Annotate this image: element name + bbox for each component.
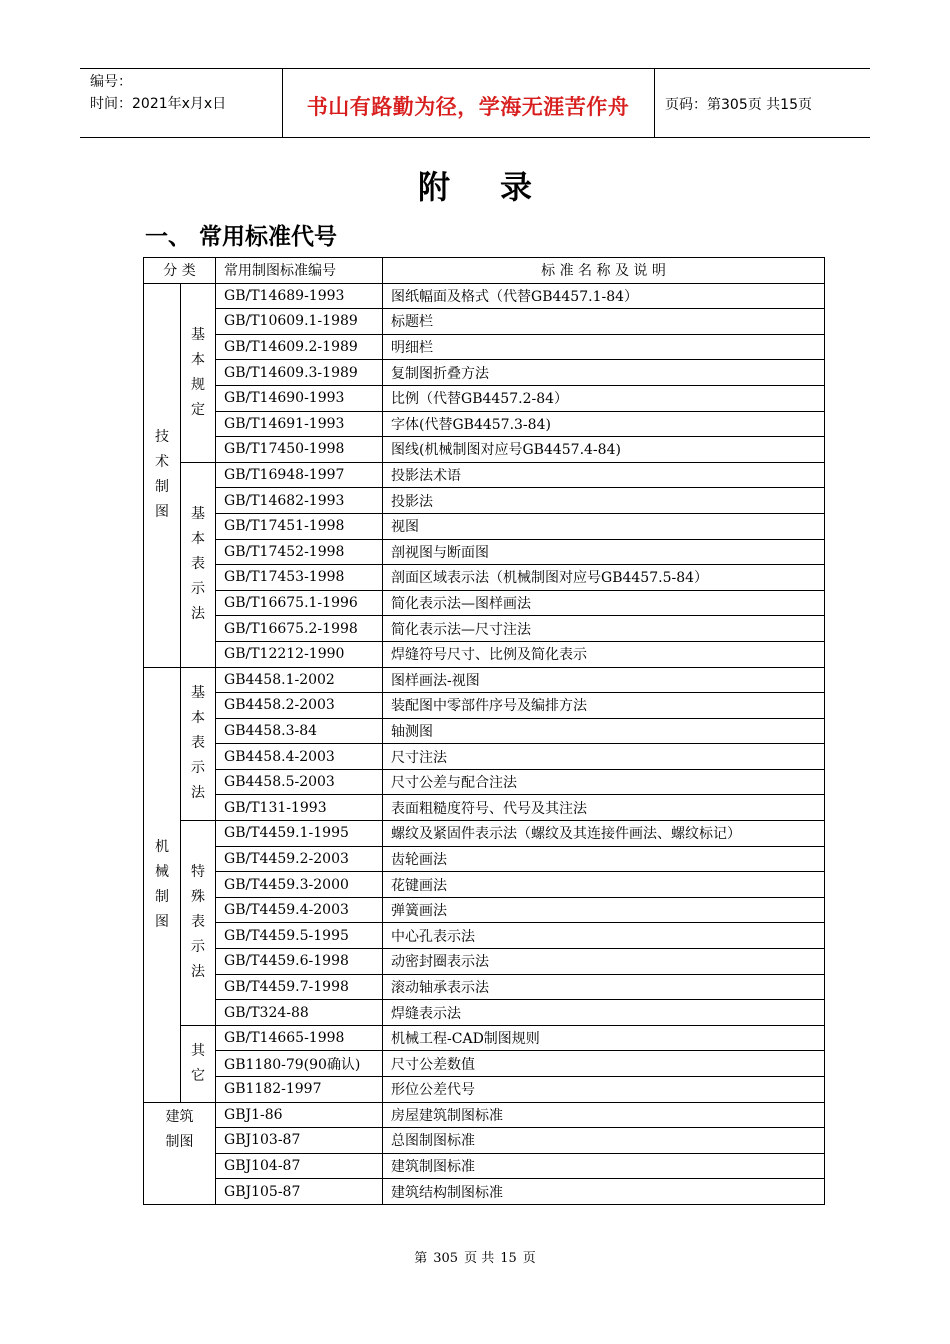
page-header [80, 68, 870, 138]
page-title: 附录 [417, 168, 582, 206]
table-row [144, 309, 825, 335]
standard-name: 剖视图与断面图 [383, 539, 825, 565]
number-label: 编号： [90, 74, 132, 90]
standard-name: 动密封圈表示法 [383, 949, 825, 975]
table-row [144, 897, 825, 923]
standard-code: GB/T4459.7-1998 [216, 974, 383, 1000]
standard-name: 投影法术语 [383, 462, 825, 488]
header-page-label: 页码：第305页 共15页 [665, 97, 812, 113]
table-row [144, 411, 825, 437]
standard-code: GB/T4459.3-2000 [216, 872, 383, 898]
footer-prefix: 第 [414, 1251, 428, 1266]
header-meta [80, 69, 283, 137]
standard-code: GB/T16675.1-1996 [216, 590, 383, 616]
table-row [144, 1000, 825, 1026]
category-cell: 技术制图 [144, 283, 181, 667]
standard-code: GB/T4459.6-1998 [216, 949, 383, 975]
header-motto: 书山有路勤为径，学海无涯苦作舟 [306, 95, 630, 119]
header-code: 常用制图标准编号 [216, 258, 383, 284]
standard-code: GB4458.1-2002 [216, 667, 383, 693]
standard-name: 标题栏 [383, 309, 825, 335]
standard-name: 尺寸公差与配合注法 [383, 769, 825, 795]
standard-name: 图线(机械制图对应号GB4457.4-84) [383, 437, 825, 463]
standard-code: GBJ1-86 [216, 1102, 383, 1128]
table-row [144, 1179, 825, 1205]
table-row [144, 360, 825, 386]
table-row [144, 437, 825, 463]
table-row [144, 283, 825, 309]
table-row [144, 718, 825, 744]
standard-code: GB/T16675.2-1998 [216, 616, 383, 642]
table-row [144, 385, 825, 411]
standard-name: 字体(代替GB4457.3-84) [383, 411, 825, 437]
table-row [144, 1102, 825, 1128]
standard-code: GB/T4459.5-1995 [216, 923, 383, 949]
subcategory-cell: 其它 [181, 1025, 216, 1102]
standard-code: GB/T17450-1998 [216, 437, 383, 463]
standard-name: 图样画法-视图 [383, 667, 825, 693]
standard-name: 简化表示法—尺寸注法 [383, 616, 825, 642]
table-header-row [144, 258, 825, 284]
standard-name: 滚动轴承表示法 [383, 974, 825, 1000]
standard-name: 花键画法 [383, 872, 825, 898]
table-row [144, 846, 825, 872]
standard-name: 形位公差代号 [383, 1077, 825, 1103]
standard-name: 简化表示法—图样画法 [383, 590, 825, 616]
table-row [144, 923, 825, 949]
standard-code: GBJ103-87 [216, 1128, 383, 1154]
table-row [144, 872, 825, 898]
standard-name: 装配图中零部件序号及编排方法 [383, 693, 825, 719]
standard-name: 齿轮画法 [383, 846, 825, 872]
footer-mid: 页 共 [464, 1251, 495, 1266]
standard-code: GB4458.3-84 [216, 718, 383, 744]
standard-code: GB/T16948-1997 [216, 462, 383, 488]
header-name: 标 准 名 称 及 说 明 [383, 258, 825, 284]
standard-name: 螺纹及紧固件表示法（螺纹及其连接件画法、螺纹标记） [383, 821, 825, 847]
standard-code: GB4458.2-2003 [216, 693, 383, 719]
table-row [144, 641, 825, 667]
standard-name: 机械工程-CAD制图规则 [383, 1025, 825, 1051]
table-row [144, 616, 825, 642]
standard-name: 中心孔表示法 [383, 923, 825, 949]
standard-name: 总图制图标准 [383, 1128, 825, 1154]
standard-code: GB4458.4-2003 [216, 744, 383, 770]
standard-code: GB/T131-1993 [216, 795, 383, 821]
standard-code: GB/T14682-1993 [216, 488, 383, 514]
header-motto-cell [282, 69, 655, 137]
standard-code: GB/T14690-1993 [216, 385, 383, 411]
table-row [144, 462, 825, 488]
table-row [144, 693, 825, 719]
footer-suffix: 页 [522, 1251, 536, 1266]
subcategory-cell: 基本表示法 [181, 667, 216, 821]
table-row [144, 1128, 825, 1154]
page-footer [0, 1247, 950, 1266]
table-row [144, 744, 825, 770]
section-heading: 一、 常用标准代号 [145, 224, 338, 250]
standard-code: GB/T4459.4-2003 [216, 897, 383, 923]
table-row [144, 1051, 825, 1077]
standard-name: 投影法 [383, 488, 825, 514]
standard-name: 建筑制图标准 [383, 1153, 825, 1179]
table-row [144, 795, 825, 821]
subcategory-cell: 基本表示法 [181, 462, 216, 667]
standard-name: 图纸幅面及格式（代替GB4457.1-84） [383, 283, 825, 309]
standard-code: GB/T14609.3-1989 [216, 360, 383, 386]
standard-code: GB/T14609.2-1989 [216, 334, 383, 360]
header-page-cell [655, 69, 870, 137]
standard-name: 焊缝表示法 [383, 1000, 825, 1026]
table-row [144, 488, 825, 514]
standard-name: 比例（代替GB4457.2-84） [383, 385, 825, 411]
standard-code: GB/T4459.1-1995 [216, 821, 383, 847]
standard-code: GBJ105-87 [216, 1179, 383, 1205]
category-cell: 机械制图 [144, 667, 181, 1102]
subcategory-cell: 基本规定 [181, 283, 216, 462]
table-row [144, 565, 825, 591]
standard-code: GBJ104-87 [216, 1153, 383, 1179]
standards-table [143, 257, 825, 1205]
subcategory-cell: 特殊表示法 [181, 821, 216, 1026]
time-label: 时间：2021年x月x日 [90, 96, 227, 112]
table-body [144, 283, 825, 1204]
header-category: 分 类 [144, 258, 216, 284]
standard-code: GB/T17452-1998 [216, 539, 383, 565]
standard-name: 弹簧画法 [383, 897, 825, 923]
standard-name: 明细栏 [383, 334, 825, 360]
footer-page: 305 [433, 1251, 459, 1266]
standard-code: GB/T14665-1998 [216, 1025, 383, 1051]
table-row [144, 1153, 825, 1179]
standard-code: GB/T4459.2-2003 [216, 846, 383, 872]
standard-code: GB/T10609.1-1989 [216, 309, 383, 335]
table-row [144, 1077, 825, 1103]
standard-name: 建筑结构制图标准 [383, 1179, 825, 1205]
standard-name: 房屋建筑制图标准 [383, 1102, 825, 1128]
table-row [144, 949, 825, 975]
standard-code: GB/T17451-1998 [216, 513, 383, 539]
table-row [144, 334, 825, 360]
standard-code: GB/T12212-1990 [216, 641, 383, 667]
standard-name: 焊缝符号尺寸、比例及简化表示 [383, 641, 825, 667]
footer-total: 15 [500, 1251, 517, 1266]
standard-code: GB/T14689-1993 [216, 283, 383, 309]
category-cell: 建筑制图 [144, 1102, 216, 1204]
table-row [144, 667, 825, 693]
standard-code: GB/T324-88 [216, 1000, 383, 1026]
standard-name: 轴测图 [383, 718, 825, 744]
standard-code: GB/T17453-1998 [216, 565, 383, 591]
table-row [144, 821, 825, 847]
standard-code: GB/T14691-1993 [216, 411, 383, 437]
standard-name: 尺寸注法 [383, 744, 825, 770]
standard-code: GB1182-1997 [216, 1077, 383, 1103]
table-row [144, 590, 825, 616]
table-row [144, 1025, 825, 1051]
standard-name: 表面粗糙度符号、代号及其注法 [383, 795, 825, 821]
standard-code: GB1180-79(90确认) [216, 1051, 383, 1077]
standard-name: 视图 [383, 513, 825, 539]
table-row [144, 769, 825, 795]
table-row [144, 539, 825, 565]
standard-name: 复制图折叠方法 [383, 360, 825, 386]
standard-name: 尺寸公差数值 [383, 1051, 825, 1077]
table-row [144, 974, 825, 1000]
table-row [144, 513, 825, 539]
standard-code: GB4458.5-2003 [216, 769, 383, 795]
standard-name: 剖面区域表示法（机械制图对应号GB4457.5-84） [383, 565, 825, 591]
